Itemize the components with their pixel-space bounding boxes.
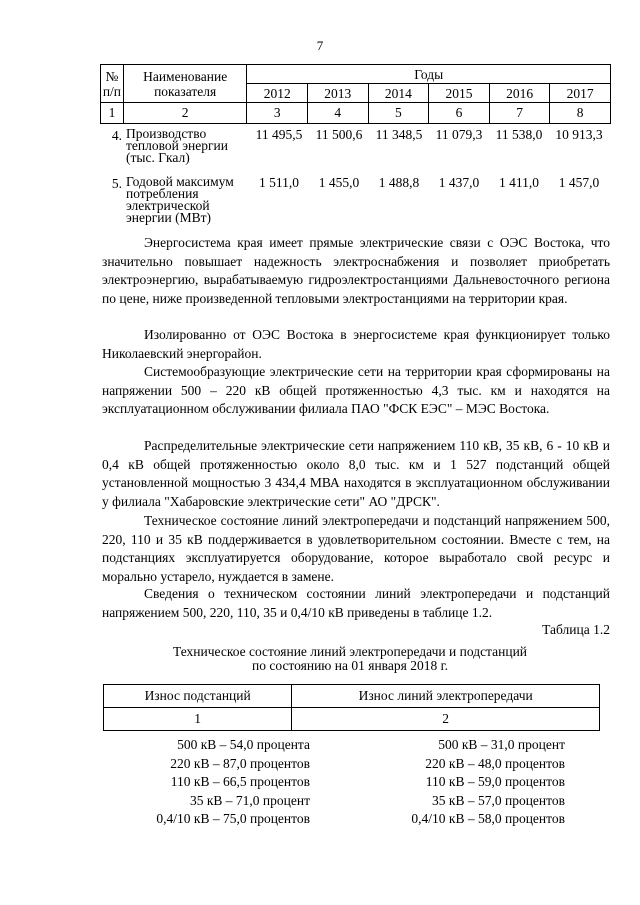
paragraph — [102, 437, 610, 511]
indicators-table — [100, 64, 611, 124]
paragraph-text: Энергосистема края имеет прямые электрические связи с ОЭС Востока, что значительно повышает надежность электроснабжения и позволяет приобретать электроэнергию, вырабатываемую гидроэлектростанциями Дальневосточного региона по цене, ниже произведенной тепловыми электростанциями на территории края. — [102, 235, 610, 306]
paragraph — [102, 512, 610, 586]
column-index: 3 — [247, 103, 308, 124]
paragraph-text: Распределительные электрические сети напряжением 110 кВ, 35 кВ, 6 - 10 кВ и 0,4 кВ общей протяженностью около 8,0 тыс. км и 1 527 подстанций общей установленной мощностью 3 434,4 МВА находятся в эксплуатационном обслуживании у филиала "Хабаровские электрические сети" АО "ДРСК". — [102, 438, 610, 509]
row-value: 10 913,3 — [555, 127, 603, 142]
paragraph — [102, 326, 610, 363]
row-value: 11 495,5 — [255, 127, 303, 142]
row-value: 11 500,6 — [315, 127, 363, 142]
list-item: 110 кВ – 59,0 процентов — [425, 774, 565, 789]
list-item: 110 кВ – 66,5 процентов — [170, 774, 310, 789]
row-number: 4. — [111, 128, 122, 143]
list-item: 0,4/10 кВ – 75,0 процентов — [156, 811, 310, 826]
year-header: 2014 — [368, 84, 429, 103]
page-number: 7 — [316, 38, 324, 53]
column-index: 8 — [550, 103, 611, 124]
row-value: 1 511,0 — [259, 175, 299, 190]
list-item: 35 кВ – 57,0 процентов — [432, 792, 565, 808]
column-index: 6 — [429, 103, 490, 124]
paragraph — [102, 234, 610, 308]
header-years: Годы — [247, 65, 611, 84]
table-title-line: Техническое состояние линий электропередачи и подстанций — [172, 644, 528, 659]
year-header: 2012 — [247, 84, 308, 103]
list-item: 220 кВ – 48,0 процентов — [425, 755, 565, 771]
lines-wear-list — [385, 736, 565, 829]
table-title-line: по состоянию на 01 января 2018 г. — [252, 658, 448, 673]
table-title — [130, 645, 570, 673]
substations-wear-list — [130, 736, 310, 829]
column-index: 5 — [368, 103, 429, 124]
row-value: 1 437,0 — [438, 175, 480, 190]
column-index: 1 — [104, 708, 292, 731]
row-value: 1 455,0 — [318, 175, 360, 190]
year-header: 2017 — [550, 84, 611, 103]
row-number: 5. — [111, 176, 122, 191]
header-lines: Износ линий электропередачи — [292, 685, 600, 708]
row-value: 11 348,5 — [375, 127, 423, 142]
wear-table — [103, 684, 600, 731]
paragraph-text: Изолированно от ОЭС Востока в энергосистеме края функционирует только Николаевский энергорайон. — [102, 327, 610, 361]
row-name: Производство тепловой энергии (тыс. Гкал) — [126, 126, 228, 165]
paragraph — [102, 363, 610, 419]
year-header: 2016 — [489, 84, 550, 103]
column-index: 7 — [489, 103, 550, 124]
list-item: 500 кВ – 54,0 процента — [177, 737, 310, 752]
table-label: Таблица 1.2 — [542, 622, 610, 637]
paragraph-text: Техническое состояние линий электропередачи и подстанций напряжением 500, 220, 110 и 35 кВ поддерживается в удовлетворительном состоянии. Вместе с тем, на подстанциях эксплуатируется оборудование, которое выработало свой ресурс и морально устарело, нуждается в замене. — [102, 513, 610, 584]
paragraph-text: Сведения о техническом состоянии линий электропередачи и подстанций напряжением 500, 220, 110, 35 и 0,4/10 кВ приведены в таблице 1.2. — [102, 586, 610, 620]
paragraph-text: Системообразующие электрические сети на территории края сформированы на напряжении 500 – 220 кВ общей протяженностью 4,3 тыс. км и находятся на эксплуатационном обслуживании филиала ПАО "ФСК ЕЭС" – МЭС Востока. — [102, 364, 610, 416]
year-header: 2015 — [429, 84, 490, 103]
table-row — [100, 176, 609, 224]
row-value: 1 488,8 — [378, 175, 420, 190]
header-num: № п/п — [101, 65, 124, 103]
row-value: 1 457,0 — [558, 175, 600, 190]
header-name: Наименование показателя — [123, 65, 247, 103]
paragraph — [102, 585, 610, 622]
row-value: 1 411,0 — [499, 175, 539, 190]
table-row — [100, 128, 609, 164]
column-index: 2 — [292, 708, 600, 731]
list-item: 35 кВ – 71,0 процент — [189, 792, 310, 808]
list-item: 220 кВ – 87,0 процентов — [170, 755, 310, 771]
list-item: 500 кВ – 31,0 процент — [438, 737, 565, 752]
column-index: 2 — [123, 103, 247, 124]
list-item: 0,4/10 кВ – 58,0 процентов — [411, 811, 565, 826]
header-substations: Износ подстанций — [104, 685, 292, 708]
row-value: 11 079,3 — [435, 127, 483, 142]
row-value: 11 538,0 — [495, 127, 543, 142]
year-header: 2013 — [307, 84, 368, 103]
row-name: Годовой максимум потребления электрической энергии (МВт) — [126, 174, 234, 225]
column-index: 4 — [307, 103, 368, 124]
column-index: 1 — [101, 103, 124, 124]
